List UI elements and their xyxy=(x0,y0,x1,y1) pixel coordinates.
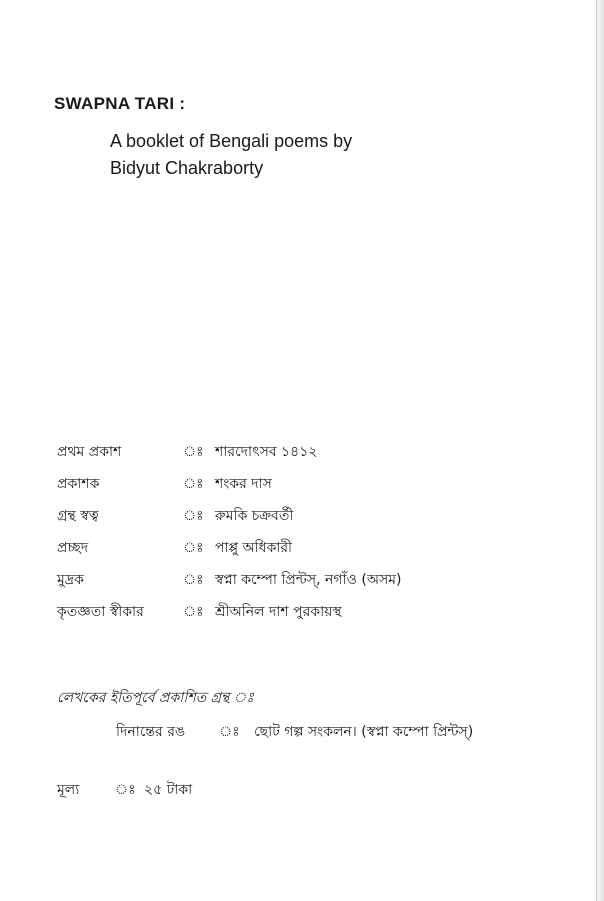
credit-row-first-edition xyxy=(57,440,557,472)
price-label: মূল্য xyxy=(57,782,80,798)
previous-work-description: ছোট গল্প সংকলন। (স্বপ্না কম্পো প্রিন্টস্) xyxy=(254,724,474,740)
credit-label: প্রচ্ছদ xyxy=(57,540,89,556)
credit-value: পাপ্পু অধিকারী xyxy=(215,540,293,556)
credit-row-cover xyxy=(57,536,557,568)
price-separator: ঃ xyxy=(115,782,136,798)
page-edge-line xyxy=(596,0,597,901)
credit-value: রুমকি চক্রবর্তী xyxy=(215,508,294,524)
credit-label: প্রথম প্রকাশ xyxy=(57,444,122,460)
credit-separator: ঃ xyxy=(183,540,204,556)
credit-separator: ঃ xyxy=(183,476,204,492)
credits-list xyxy=(57,440,557,632)
credit-separator: ঃ xyxy=(183,604,204,620)
book-author-line: Bidyut Chakraborty xyxy=(110,158,264,178)
credit-separator: ঃ xyxy=(183,508,204,524)
credit-label: প্রকাশক xyxy=(57,476,100,492)
credit-label: গ্রন্থ স্বত্ব xyxy=(57,508,99,524)
previous-work-separator: ঃ xyxy=(219,724,240,740)
credit-row-acknowledgement xyxy=(57,600,557,632)
credit-separator: ঃ xyxy=(183,572,204,588)
credit-label: কৃতজ্ঞতা স্বীকার xyxy=(57,604,144,620)
credit-row-printer xyxy=(57,568,557,600)
credit-value: শ্রীঅনিল দাশ পুরকায়স্থ xyxy=(215,604,342,620)
credit-value: শংকর দাস xyxy=(215,476,272,492)
price-value: ২৫ টাকা xyxy=(144,782,193,798)
book-subtitle-line-1: A booklet of Bengali poems by xyxy=(110,131,353,151)
credit-value: শারদোৎসব ১৪১২ xyxy=(215,444,318,460)
credit-row-publisher xyxy=(57,472,557,504)
previous-work-title: দিনান্তের রঙ xyxy=(116,724,186,740)
credit-row-copyright xyxy=(57,504,557,536)
credit-value: স্বপ্না কম্পো প্রিন্টস্, নগাঁও (অসম) xyxy=(215,572,402,588)
credit-label: মুদ্রক xyxy=(57,572,84,588)
book-title: SWAPNA TARI : xyxy=(54,94,186,113)
previous-works-heading: লেখকের ইতিপূর্বে প্রকাশিত গ্রন্থ ঃ xyxy=(57,690,254,706)
credit-separator: ঃ xyxy=(183,444,204,460)
